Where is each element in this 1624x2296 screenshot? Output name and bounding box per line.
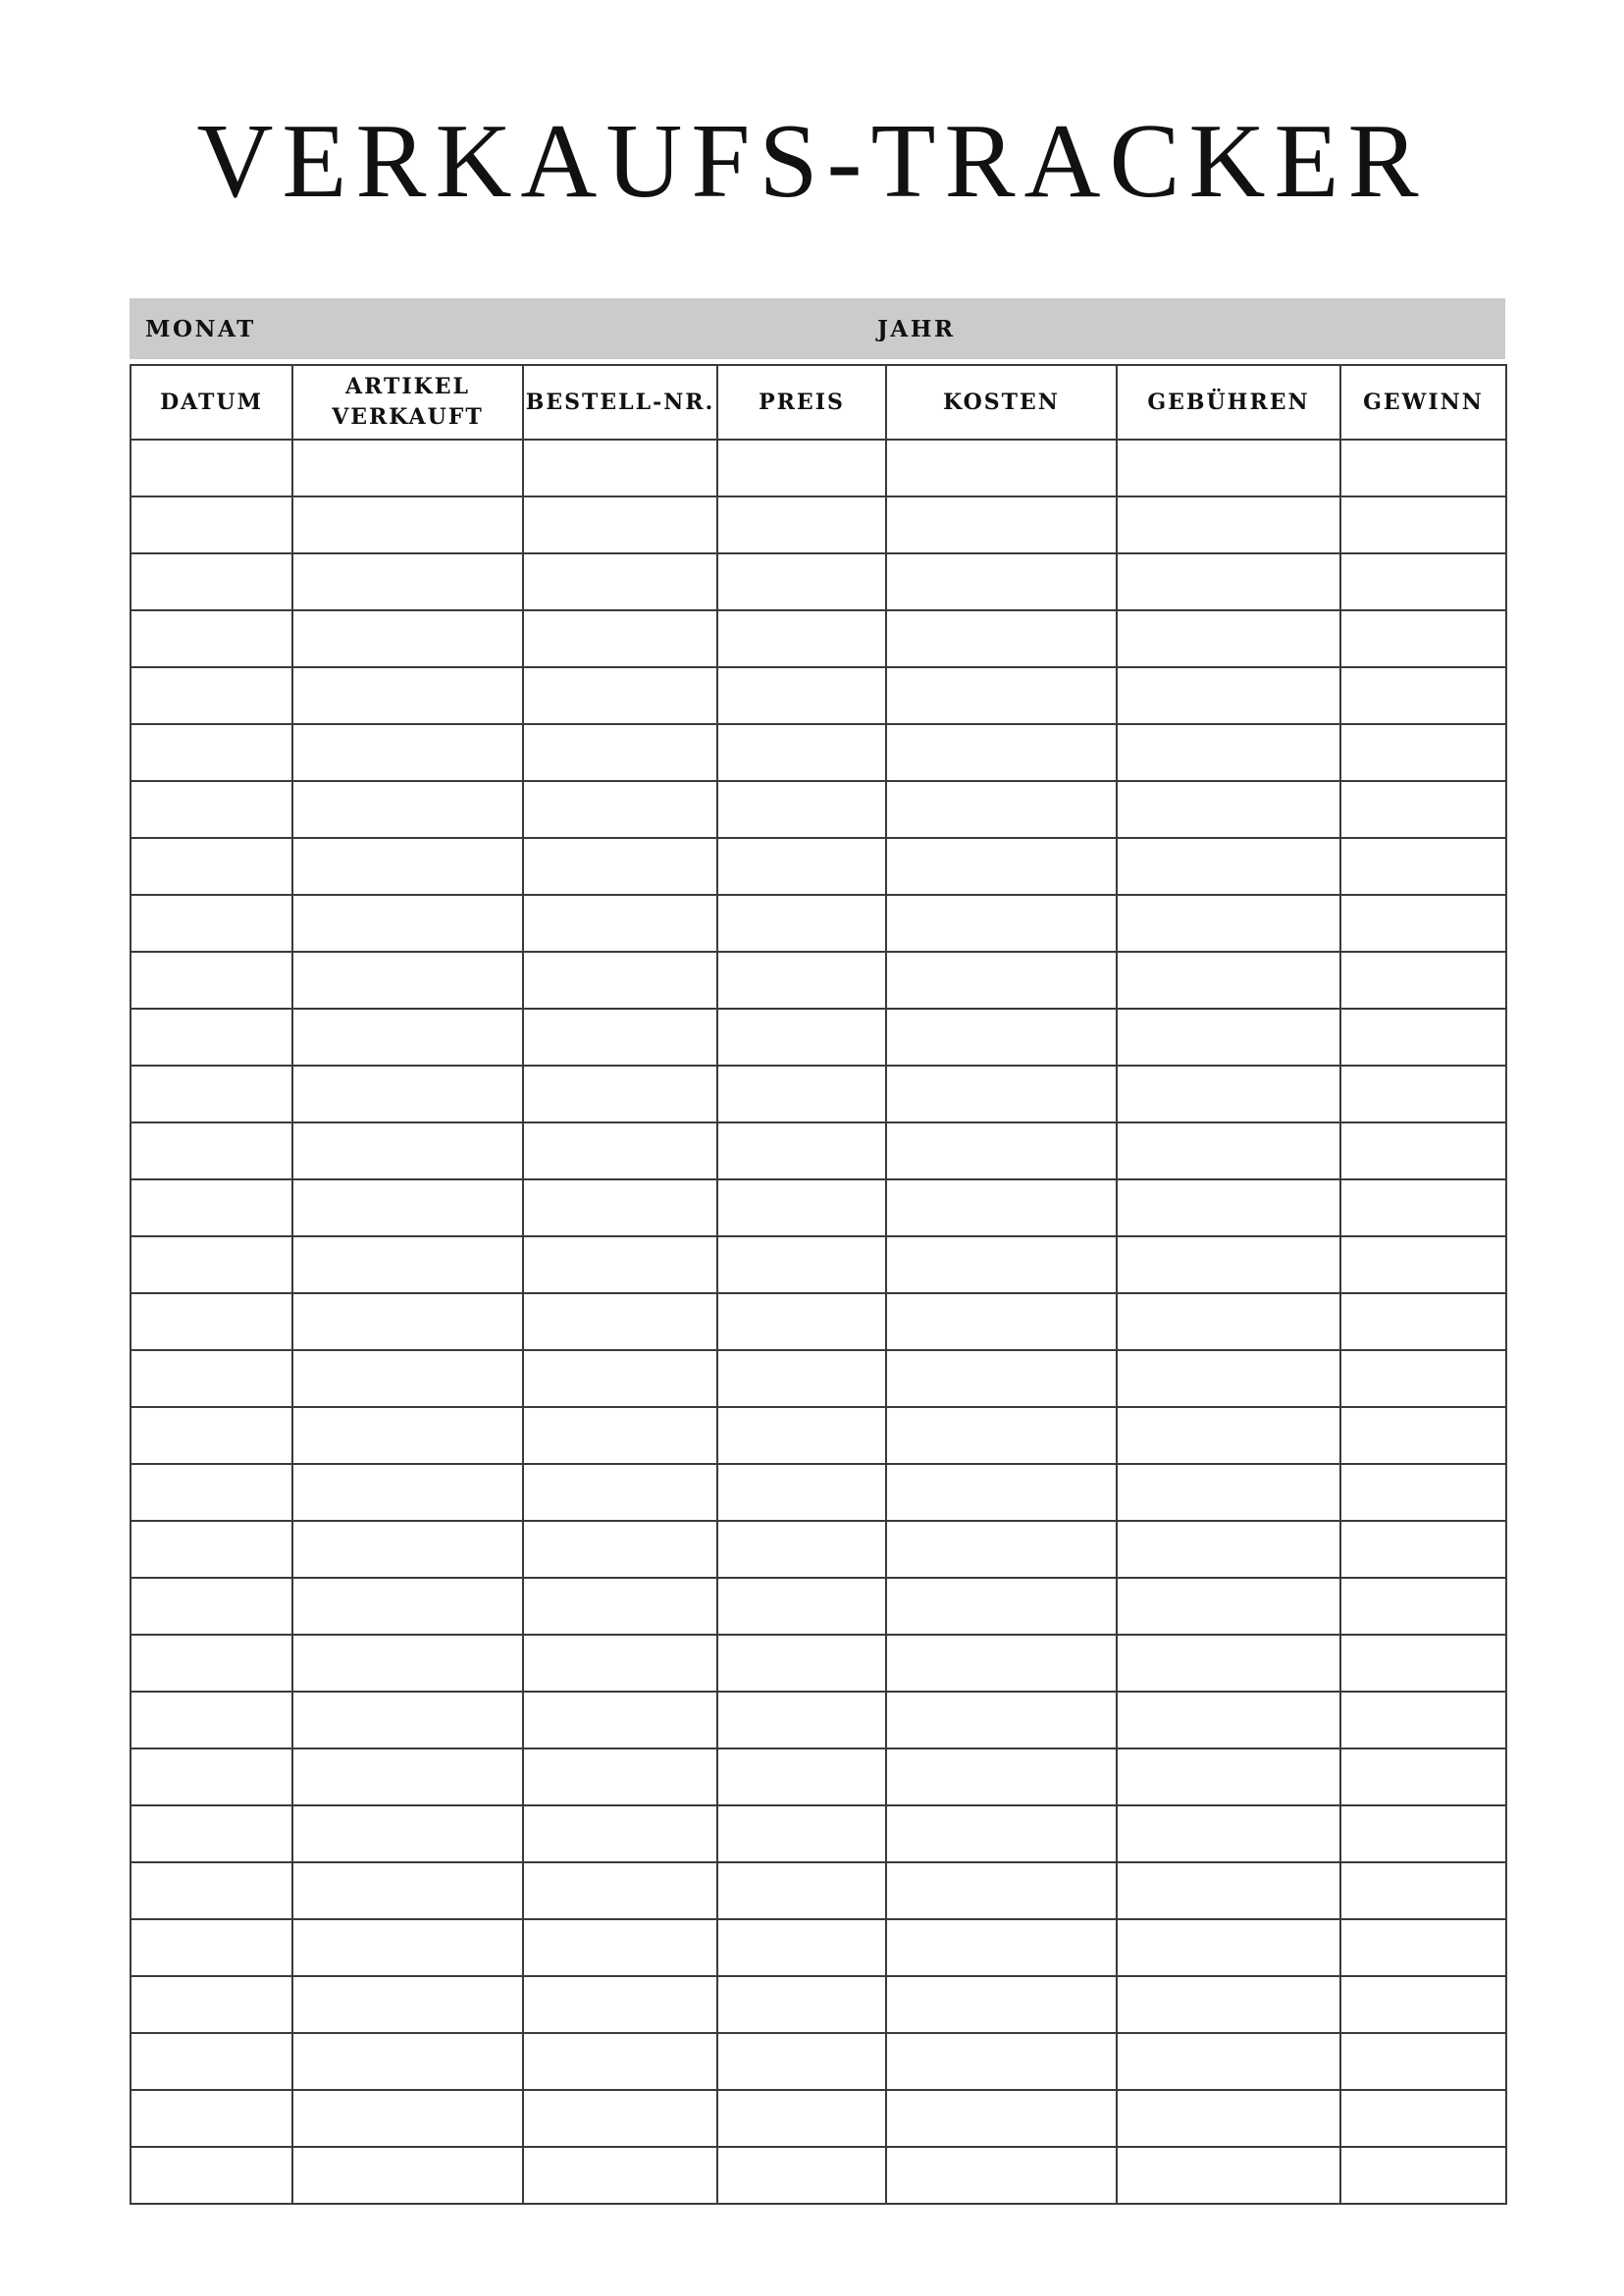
order-number-cell[interactable] — [523, 1009, 717, 1066]
profit-cell[interactable] — [1340, 1122, 1506, 1179]
costs-cell[interactable] — [886, 553, 1117, 610]
fees-cell[interactable] — [1117, 895, 1340, 952]
order-number-cell[interactable] — [523, 553, 717, 610]
costs-cell[interactable] — [886, 895, 1117, 952]
costs-cell[interactable] — [886, 1692, 1117, 1748]
item-sold-cell[interactable] — [292, 1122, 523, 1179]
item-sold-cell[interactable] — [292, 1293, 523, 1350]
date-cell[interactable] — [131, 667, 292, 724]
price-cell[interactable] — [717, 440, 886, 496]
price-cell[interactable] — [717, 1066, 886, 1122]
profit-cell[interactable] — [1340, 1521, 1506, 1578]
date-cell[interactable] — [131, 440, 292, 496]
column-header-fees: GEBÜHREN — [1117, 365, 1340, 440]
price-cell[interactable] — [717, 610, 886, 667]
order-number-cell[interactable] — [523, 952, 717, 1009]
profit-cell[interactable] — [1340, 2033, 1506, 2090]
order-number-cell[interactable] — [523, 1521, 717, 1578]
item-sold-cell[interactable] — [292, 2090, 523, 2147]
date-cell[interactable] — [131, 1805, 292, 1862]
item-sold-cell[interactable] — [292, 1862, 523, 1919]
item-sold-cell[interactable] — [292, 1009, 523, 1066]
item-sold-cell[interactable] — [292, 895, 523, 952]
date-cell[interactable] — [131, 553, 292, 610]
order-number-cell[interactable] — [523, 610, 717, 667]
price-cell[interactable] — [717, 895, 886, 952]
date-cell[interactable] — [131, 610, 292, 667]
costs-cell[interactable] — [886, 1748, 1117, 1805]
fees-cell[interactable] — [1117, 440, 1340, 496]
table-row — [131, 667, 1506, 724]
item-sold-cell[interactable] — [292, 1976, 523, 2033]
costs-cell[interactable] — [886, 1578, 1117, 1635]
order-number-cell[interactable] — [523, 838, 717, 895]
fees-cell[interactable] — [1117, 1748, 1340, 1805]
item-sold-cell[interactable] — [292, 553, 523, 610]
date-cell[interactable] — [131, 2090, 292, 2147]
costs-cell[interactable] — [886, 440, 1117, 496]
fees-cell[interactable] — [1117, 724, 1340, 781]
price-cell[interactable] — [717, 1009, 886, 1066]
order-number-cell[interactable] — [523, 1407, 717, 1464]
fees-cell[interactable] — [1117, 1350, 1340, 1407]
fees-cell[interactable] — [1117, 1066, 1340, 1122]
date-cell[interactable] — [131, 1919, 292, 1976]
price-cell[interactable] — [717, 1692, 886, 1748]
costs-cell[interactable] — [886, 1862, 1117, 1919]
costs-cell[interactable] — [886, 2147, 1117, 2204]
column-header-order-number: BESTELL-NR. — [523, 365, 717, 440]
table-row — [131, 1521, 1506, 1578]
order-number-cell[interactable] — [523, 895, 717, 952]
profit-cell[interactable] — [1340, 838, 1506, 895]
date-cell[interactable] — [131, 1293, 292, 1350]
table-row — [131, 1407, 1506, 1464]
order-number-cell[interactable] — [523, 1976, 717, 2033]
item-sold-cell[interactable] — [292, 1805, 523, 1862]
price-cell[interactable] — [717, 496, 886, 553]
costs-cell[interactable] — [886, 1293, 1117, 1350]
date-cell[interactable] — [131, 1521, 292, 1578]
date-cell[interactable] — [131, 1578, 292, 1635]
profit-cell[interactable] — [1340, 1578, 1506, 1635]
date-cell[interactable] — [131, 838, 292, 895]
table-row — [131, 1350, 1506, 1407]
column-header-date: DATUM — [131, 365, 292, 440]
page-title: VERKAUFS-TRACKER — [196, 103, 1428, 220]
order-number-cell[interactable] — [523, 1919, 717, 1976]
date-cell[interactable] — [131, 724, 292, 781]
fees-cell[interactable] — [1117, 781, 1340, 838]
item-sold-cell[interactable] — [292, 1066, 523, 1122]
profit-cell[interactable] — [1340, 1009, 1506, 1066]
fees-cell[interactable] — [1117, 838, 1340, 895]
date-cell[interactable] — [131, 1464, 292, 1521]
price-cell[interactable] — [717, 2147, 886, 2204]
costs-cell[interactable] — [886, 952, 1117, 1009]
price-cell[interactable] — [717, 1407, 886, 1464]
costs-cell[interactable] — [886, 1122, 1117, 1179]
profit-cell[interactable] — [1340, 1976, 1506, 2033]
fees-cell[interactable] — [1117, 2033, 1340, 2090]
profit-cell[interactable] — [1340, 1805, 1506, 1862]
item-sold-cell[interactable] — [292, 1692, 523, 1748]
fees-cell[interactable] — [1117, 1179, 1340, 1236]
fees-cell[interactable] — [1117, 2090, 1340, 2147]
table-row — [131, 1805, 1506, 1862]
order-number-cell[interactable] — [523, 1748, 717, 1805]
table-row — [131, 2090, 1506, 2147]
fees-cell[interactable] — [1117, 952, 1340, 1009]
table-row — [131, 496, 1506, 553]
price-cell[interactable] — [717, 781, 886, 838]
item-sold-cell[interactable] — [292, 610, 523, 667]
profit-cell[interactable] — [1340, 440, 1506, 496]
date-cell[interactable] — [131, 1236, 292, 1293]
table-row — [131, 440, 1506, 496]
profit-cell[interactable] — [1340, 1862, 1506, 1919]
item-sold-cell[interactable] — [292, 1919, 523, 1976]
date-cell[interactable] — [131, 1692, 292, 1748]
price-cell[interactable] — [717, 1805, 886, 1862]
date-cell[interactable] — [131, 1407, 292, 1464]
price-cell[interactable] — [717, 1578, 886, 1635]
table-row — [131, 1578, 1506, 1635]
date-cell[interactable] — [131, 496, 292, 553]
fees-cell[interactable] — [1117, 1293, 1340, 1350]
fees-cell[interactable] — [1117, 1919, 1340, 1976]
order-number-cell[interactable] — [523, 781, 717, 838]
table-row — [131, 781, 1506, 838]
price-cell[interactable] — [717, 1179, 886, 1236]
costs-cell[interactable] — [886, 1236, 1117, 1293]
date-cell[interactable] — [131, 1179, 292, 1236]
table-row — [131, 1919, 1506, 1976]
costs-cell[interactable] — [886, 1635, 1117, 1692]
table-row — [131, 1293, 1506, 1350]
item-sold-cell[interactable] — [292, 781, 523, 838]
price-cell[interactable] — [717, 1862, 886, 1919]
table-row — [131, 2147, 1506, 2204]
column-header-price: PREIS — [717, 365, 886, 440]
costs-cell[interactable] — [886, 2090, 1117, 2147]
order-number-cell[interactable] — [523, 1862, 717, 1919]
table-row — [131, 1066, 1506, 1122]
item-sold-cell[interactable] — [292, 2147, 523, 2204]
order-number-cell[interactable] — [523, 1635, 717, 1692]
fees-cell[interactable] — [1117, 1692, 1340, 1748]
item-sold-cell[interactable] — [292, 724, 523, 781]
year-label: JAHR — [877, 316, 956, 342]
table-body — [131, 440, 1506, 2204]
table-row — [131, 895, 1506, 952]
table-row — [131, 1122, 1506, 1179]
profit-cell[interactable] — [1340, 667, 1506, 724]
table-row — [131, 610, 1506, 667]
order-number-cell[interactable] — [523, 1805, 717, 1862]
profit-cell[interactable] — [1340, 553, 1506, 610]
price-cell[interactable] — [717, 1350, 886, 1407]
month-label: MONAT — [145, 316, 256, 342]
costs-cell[interactable] — [886, 1066, 1117, 1122]
costs-cell[interactable] — [886, 1350, 1117, 1407]
order-number-cell[interactable] — [523, 1350, 717, 1407]
date-cell[interactable] — [131, 2147, 292, 2204]
table-row — [131, 1009, 1506, 1066]
item-sold-cell[interactable] — [292, 1521, 523, 1578]
date-cell[interactable] — [131, 1862, 292, 1919]
price-cell[interactable] — [717, 553, 886, 610]
date-cell[interactable] — [131, 1066, 292, 1122]
date-cell[interactable] — [131, 895, 292, 952]
table-row — [131, 2033, 1506, 2090]
table-row — [131, 1862, 1506, 1919]
fees-cell[interactable] — [1117, 1236, 1340, 1293]
profit-cell[interactable] — [1340, 496, 1506, 553]
profit-cell[interactable] — [1340, 1407, 1506, 1464]
table-row — [131, 838, 1506, 895]
costs-cell[interactable] — [886, 1805, 1117, 1862]
item-sold-cell[interactable] — [292, 667, 523, 724]
price-cell[interactable] — [717, 2033, 886, 2090]
date-cell[interactable] — [131, 1122, 292, 1179]
costs-cell[interactable] — [886, 838, 1117, 895]
fees-cell[interactable] — [1117, 1635, 1340, 1692]
order-number-cell[interactable] — [523, 1179, 717, 1236]
price-cell[interactable] — [717, 1976, 886, 2033]
costs-cell[interactable] — [886, 1919, 1117, 1976]
table-row — [131, 1976, 1506, 2033]
profit-cell[interactable] — [1340, 724, 1506, 781]
table-header-row — [131, 365, 1506, 440]
price-cell[interactable] — [717, 724, 886, 781]
fees-cell[interactable] — [1117, 1009, 1340, 1066]
price-cell[interactable] — [717, 1748, 886, 1805]
order-number-cell[interactable] — [523, 496, 717, 553]
table-row — [131, 1179, 1506, 1236]
table-row — [131, 1692, 1506, 1748]
fees-cell[interactable] — [1117, 667, 1340, 724]
date-cell[interactable] — [131, 952, 292, 1009]
date-cell[interactable] — [131, 1009, 292, 1066]
order-number-cell[interactable] — [523, 2090, 717, 2147]
price-cell[interactable] — [717, 952, 886, 1009]
date-cell[interactable] — [131, 1350, 292, 1407]
item-sold-cell[interactable] — [292, 1236, 523, 1293]
profit-cell[interactable] — [1340, 1293, 1506, 1350]
date-cell[interactable] — [131, 781, 292, 838]
fees-cell[interactable] — [1117, 1464, 1340, 1521]
profit-cell[interactable] — [1340, 1919, 1506, 1976]
table-row — [131, 553, 1506, 610]
profit-cell[interactable] — [1340, 1692, 1506, 1748]
price-cell[interactable] — [717, 2090, 886, 2147]
price-cell[interactable] — [717, 667, 886, 724]
fees-cell[interactable] — [1117, 496, 1340, 553]
item-sold-cell[interactable] — [292, 1464, 523, 1521]
fees-cell[interactable] — [1117, 1805, 1340, 1862]
costs-cell[interactable] — [886, 724, 1117, 781]
fees-cell[interactable] — [1117, 1407, 1340, 1464]
costs-cell[interactable] — [886, 781, 1117, 838]
item-sold-cell[interactable] — [292, 1748, 523, 1805]
column-header-costs: KOSTEN — [886, 365, 1117, 440]
month-year-bar — [130, 298, 1505, 359]
order-number-cell[interactable] — [523, 1293, 717, 1350]
costs-cell[interactable] — [886, 667, 1117, 724]
costs-cell[interactable] — [886, 1521, 1117, 1578]
column-header-item-sold: ARTIKEL VERKAUFT — [292, 365, 523, 440]
order-number-cell[interactable] — [523, 1066, 717, 1122]
order-number-cell[interactable] — [523, 440, 717, 496]
price-cell[interactable] — [717, 1122, 886, 1179]
item-sold-cell[interactable] — [292, 1635, 523, 1692]
fees-cell[interactable] — [1117, 1578, 1340, 1635]
item-sold-cell[interactable] — [292, 496, 523, 553]
costs-cell[interactable] — [886, 496, 1117, 553]
costs-cell[interactable] — [886, 610, 1117, 667]
date-cell[interactable] — [131, 1748, 292, 1805]
order-number-cell[interactable] — [523, 1578, 717, 1635]
profit-cell[interactable] — [1340, 895, 1506, 952]
profit-cell[interactable] — [1340, 1748, 1506, 1805]
profit-cell[interactable] — [1340, 1066, 1506, 1122]
costs-cell[interactable] — [886, 1976, 1117, 2033]
order-number-cell[interactable] — [523, 1692, 717, 1748]
price-cell[interactable] — [717, 1919, 886, 1976]
item-sold-cell[interactable] — [292, 952, 523, 1009]
fees-cell[interactable] — [1117, 1976, 1340, 2033]
date-cell[interactable] — [131, 1635, 292, 1692]
price-cell[interactable] — [717, 1236, 886, 1293]
profit-cell[interactable] — [1340, 1179, 1506, 1236]
fees-cell[interactable] — [1117, 1862, 1340, 1919]
profit-cell[interactable] — [1340, 610, 1506, 667]
order-number-cell[interactable] — [523, 1464, 717, 1521]
price-cell[interactable] — [717, 838, 886, 895]
date-cell[interactable] — [131, 1976, 292, 2033]
fees-cell[interactable] — [1117, 2147, 1340, 2204]
order-number-cell[interactable] — [523, 1122, 717, 1179]
order-number-cell[interactable] — [523, 2147, 717, 2204]
price-cell[interactable] — [717, 1464, 886, 1521]
item-sold-cell[interactable] — [292, 1350, 523, 1407]
fees-cell[interactable] — [1117, 553, 1340, 610]
table-row — [131, 1635, 1506, 1692]
fees-cell[interactable] — [1117, 1521, 1340, 1578]
costs-cell[interactable] — [886, 1179, 1117, 1236]
order-number-cell[interactable] — [523, 667, 717, 724]
item-sold-cell[interactable] — [292, 1407, 523, 1464]
order-number-cell[interactable] — [523, 724, 717, 781]
profit-cell[interactable] — [1340, 1350, 1506, 1407]
table-row — [131, 724, 1506, 781]
table-row — [131, 1748, 1506, 1805]
fees-cell[interactable] — [1117, 610, 1340, 667]
table-row — [131, 1464, 1506, 1521]
costs-cell[interactable] — [886, 1009, 1117, 1066]
item-sold-cell[interactable] — [292, 440, 523, 496]
fees-cell[interactable] — [1117, 1122, 1340, 1179]
profit-cell[interactable] — [1340, 952, 1506, 1009]
table-row — [131, 1236, 1506, 1293]
column-header-profit: GEWINN — [1340, 365, 1506, 440]
profit-cell[interactable] — [1340, 1635, 1506, 1692]
item-sold-cell[interactable] — [292, 1179, 523, 1236]
date-cell[interactable] — [131, 2033, 292, 2090]
sales-table — [130, 364, 1507, 2205]
costs-cell[interactable] — [886, 2033, 1117, 2090]
profit-cell[interactable] — [1340, 2147, 1506, 2204]
order-number-cell[interactable] — [523, 1236, 717, 1293]
profit-cell[interactable] — [1340, 1236, 1506, 1293]
order-number-cell[interactable] — [523, 2033, 717, 2090]
item-sold-cell[interactable] — [292, 1578, 523, 1635]
costs-cell[interactable] — [886, 1464, 1117, 1521]
profit-cell[interactable] — [1340, 2090, 1506, 2147]
price-cell[interactable] — [717, 1293, 886, 1350]
price-cell[interactable] — [717, 1521, 886, 1578]
item-sold-cell[interactable] — [292, 838, 523, 895]
table-row — [131, 952, 1506, 1009]
item-sold-cell[interactable] — [292, 2033, 523, 2090]
price-cell[interactable] — [717, 1635, 886, 1692]
profit-cell[interactable] — [1340, 1464, 1506, 1521]
costs-cell[interactable] — [886, 1407, 1117, 1464]
profit-cell[interactable] — [1340, 781, 1506, 838]
